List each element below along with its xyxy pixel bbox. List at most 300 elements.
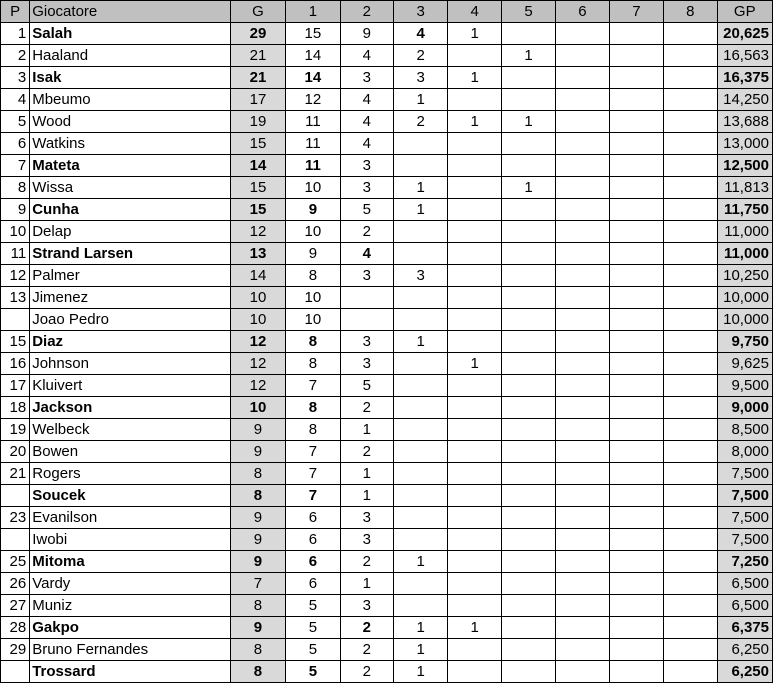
round-7-cell <box>609 617 663 639</box>
position-cell: 21 <box>1 463 30 485</box>
table-row <box>1 617 773 639</box>
round-3-cell <box>394 595 448 617</box>
round-2-cell: 4 <box>340 111 393 133</box>
round-5-cell <box>501 639 555 661</box>
round-8-cell <box>664 89 717 111</box>
table-row <box>1 639 773 661</box>
position-cell <box>1 309 30 331</box>
round-8-cell <box>664 617 717 639</box>
position-cell: 27 <box>1 595 30 617</box>
position-cell: 6 <box>1 133 30 155</box>
round-2-cell: 3 <box>340 265 393 287</box>
round-8-cell <box>664 507 717 529</box>
round-4-cell <box>448 133 501 155</box>
goals-cell: 8 <box>230 639 285 661</box>
player-name-cell: Wood <box>30 111 231 133</box>
round-5-cell <box>501 309 555 331</box>
round-1-cell: 7 <box>286 375 340 397</box>
gp-cell: 6,500 <box>717 595 773 617</box>
table-row <box>1 573 773 595</box>
position-cell: 4 <box>1 89 30 111</box>
gp-cell: 7,250 <box>717 551 773 573</box>
round-6-cell <box>556 309 609 331</box>
round-1-cell: 9 <box>286 199 340 221</box>
round-5-cell <box>501 441 555 463</box>
player-name-cell: Trossard <box>30 661 231 683</box>
position-cell: 25 <box>1 551 30 573</box>
round-4-cell <box>448 507 501 529</box>
player-name-cell: Soucek <box>30 485 231 507</box>
round-6-cell <box>556 397 609 419</box>
round-1-cell: 8 <box>286 353 340 375</box>
goals-cell: 7 <box>230 573 285 595</box>
gp-cell: 10,000 <box>717 287 773 309</box>
position-cell: 2 <box>1 45 30 67</box>
round-2-cell: 4 <box>340 133 393 155</box>
round-2-cell: 4 <box>340 243 393 265</box>
round-3-cell: 3 <box>394 67 448 89</box>
position-cell: 1 <box>1 23 30 45</box>
round-4-cell <box>448 155 501 177</box>
goals-cell: 9 <box>230 551 285 573</box>
round-2-cell: 1 <box>340 419 393 441</box>
round-6-cell <box>556 155 609 177</box>
round-3-cell: 1 <box>394 177 448 199</box>
round-6-cell <box>556 485 609 507</box>
goals-cell: 9 <box>230 617 285 639</box>
round-4-cell <box>448 309 501 331</box>
header-col-4: 4 <box>448 1 501 23</box>
round-6-cell <box>556 639 609 661</box>
round-2-cell: 4 <box>340 45 393 67</box>
gp-cell: 13,000 <box>717 133 773 155</box>
round-1-cell: 8 <box>286 419 340 441</box>
round-6-cell <box>556 45 609 67</box>
round-2-cell: 1 <box>340 463 393 485</box>
gp-cell: 20,625 <box>717 23 773 45</box>
round-4-cell <box>448 595 501 617</box>
round-3-cell: 1 <box>394 199 448 221</box>
round-2-cell: 3 <box>340 507 393 529</box>
round-1-cell: 6 <box>286 507 340 529</box>
round-5-cell: 1 <box>501 177 555 199</box>
round-7-cell <box>609 507 663 529</box>
round-8-cell <box>664 529 717 551</box>
round-1-cell: 7 <box>286 441 340 463</box>
round-8-cell <box>664 375 717 397</box>
round-5-cell <box>501 133 555 155</box>
round-3-cell <box>394 419 448 441</box>
gp-cell: 9,750 <box>717 331 773 353</box>
round-6-cell <box>556 441 609 463</box>
round-1-cell: 8 <box>286 397 340 419</box>
round-8-cell <box>664 639 717 661</box>
table-row <box>1 177 773 199</box>
goals-cell: 8 <box>230 463 285 485</box>
goals-cell: 29 <box>230 23 285 45</box>
position-cell: 16 <box>1 353 30 375</box>
round-5-cell <box>501 287 555 309</box>
position-cell: 5 <box>1 111 30 133</box>
round-8-cell <box>664 397 717 419</box>
round-4-cell <box>448 221 501 243</box>
round-2-cell: 3 <box>340 353 393 375</box>
player-name-cell: Delap <box>30 221 231 243</box>
player-name-cell: Diaz <box>30 331 231 353</box>
round-2-cell: 9 <box>340 23 393 45</box>
round-7-cell <box>609 661 663 683</box>
round-8-cell <box>664 155 717 177</box>
round-2-cell <box>340 287 393 309</box>
gp-cell: 7,500 <box>717 485 773 507</box>
round-3-cell: 2 <box>394 111 448 133</box>
round-7-cell <box>609 243 663 265</box>
round-7-cell <box>609 287 663 309</box>
goals-cell: 8 <box>230 595 285 617</box>
gp-cell: 9,500 <box>717 375 773 397</box>
gp-cell: 16,563 <box>717 45 773 67</box>
round-6-cell <box>556 551 609 573</box>
header-player: Giocatore <box>30 1 231 23</box>
header-pos: P <box>1 1 30 23</box>
round-3-cell: 1 <box>394 89 448 111</box>
round-8-cell <box>664 111 717 133</box>
round-4-cell: 1 <box>448 111 501 133</box>
round-1-cell: 7 <box>286 485 340 507</box>
round-6-cell <box>556 661 609 683</box>
table-row <box>1 419 773 441</box>
header-col-3: 3 <box>394 1 448 23</box>
round-8-cell <box>664 133 717 155</box>
round-8-cell <box>664 331 717 353</box>
gp-cell: 11,000 <box>717 243 773 265</box>
position-cell <box>1 529 30 551</box>
round-3-cell: 1 <box>394 661 448 683</box>
player-name-cell: Evanilson <box>30 507 231 529</box>
goals-cell: 12 <box>230 353 285 375</box>
player-name-cell: Mateta <box>30 155 231 177</box>
round-8-cell <box>664 45 717 67</box>
table-row <box>1 155 773 177</box>
round-5-cell <box>501 661 555 683</box>
header-col-8: 8 <box>664 1 717 23</box>
table-row <box>1 551 773 573</box>
round-2-cell: 2 <box>340 551 393 573</box>
goals-cell: 10 <box>230 287 285 309</box>
position-cell <box>1 661 30 683</box>
round-7-cell <box>609 397 663 419</box>
round-6-cell <box>556 177 609 199</box>
round-6-cell <box>556 595 609 617</box>
position-cell: 3 <box>1 67 30 89</box>
round-7-cell <box>609 177 663 199</box>
round-6-cell <box>556 375 609 397</box>
round-1-cell: 11 <box>286 111 340 133</box>
round-1-cell: 10 <box>286 177 340 199</box>
round-6-cell <box>556 419 609 441</box>
player-name-cell: Salah <box>30 23 231 45</box>
round-4-cell <box>448 45 501 67</box>
round-4-cell <box>448 441 501 463</box>
player-name-cell: Rogers <box>30 463 231 485</box>
round-8-cell <box>664 309 717 331</box>
position-cell: 18 <box>1 397 30 419</box>
goals-cell: 17 <box>230 89 285 111</box>
round-7-cell <box>609 199 663 221</box>
position-cell: 7 <box>1 155 30 177</box>
goals-cell: 12 <box>230 375 285 397</box>
round-8-cell <box>664 551 717 573</box>
round-8-cell <box>664 441 717 463</box>
round-5-cell <box>501 199 555 221</box>
round-4-cell: 1 <box>448 23 501 45</box>
round-3-cell <box>394 243 448 265</box>
player-name-cell: Welbeck <box>30 419 231 441</box>
round-6-cell <box>556 23 609 45</box>
player-name-cell: Mbeumo <box>30 89 231 111</box>
round-7-cell <box>609 419 663 441</box>
header-col-5: 5 <box>501 1 555 23</box>
position-cell: 19 <box>1 419 30 441</box>
table-row <box>1 309 773 331</box>
round-4-cell <box>448 463 501 485</box>
table-row <box>1 463 773 485</box>
position-cell: 29 <box>1 639 30 661</box>
round-8-cell <box>664 199 717 221</box>
round-7-cell <box>609 221 663 243</box>
player-name-cell: Wissa <box>30 177 231 199</box>
round-1-cell: 5 <box>286 595 340 617</box>
player-name-cell: Bruno Fernandes <box>30 639 231 661</box>
round-7-cell <box>609 111 663 133</box>
round-6-cell <box>556 221 609 243</box>
round-3-cell <box>394 397 448 419</box>
player-name-cell: Jimenez <box>30 287 231 309</box>
round-3-cell: 2 <box>394 45 448 67</box>
round-8-cell <box>664 485 717 507</box>
round-6-cell <box>556 529 609 551</box>
round-2-cell: 2 <box>340 639 393 661</box>
round-3-cell <box>394 309 448 331</box>
round-3-cell <box>394 529 448 551</box>
round-1-cell: 5 <box>286 639 340 661</box>
player-name-cell: Mitoma <box>30 551 231 573</box>
round-2-cell: 3 <box>340 67 393 89</box>
round-8-cell <box>664 419 717 441</box>
round-2-cell: 2 <box>340 661 393 683</box>
goals-cell: 13 <box>230 243 285 265</box>
round-6-cell <box>556 133 609 155</box>
table-row <box>1 133 773 155</box>
round-1-cell: 5 <box>286 661 340 683</box>
round-8-cell <box>664 353 717 375</box>
round-8-cell <box>664 67 717 89</box>
round-5-cell <box>501 507 555 529</box>
goals-cell: 15 <box>230 133 285 155</box>
position-cell <box>1 485 30 507</box>
position-cell: 11 <box>1 243 30 265</box>
table-row <box>1 661 773 683</box>
round-6-cell <box>556 287 609 309</box>
round-7-cell <box>609 67 663 89</box>
round-2-cell: 2 <box>340 617 393 639</box>
round-4-cell <box>448 287 501 309</box>
round-1-cell: 6 <box>286 573 340 595</box>
round-4-cell <box>448 331 501 353</box>
round-2-cell <box>340 309 393 331</box>
goals-cell: 21 <box>230 67 285 89</box>
goals-cell: 9 <box>230 507 285 529</box>
round-1-cell: 10 <box>286 221 340 243</box>
round-3-cell <box>394 353 448 375</box>
table-row <box>1 375 773 397</box>
round-5-cell <box>501 595 555 617</box>
goals-cell: 12 <box>230 221 285 243</box>
goals-cell: 15 <box>230 199 285 221</box>
round-2-cell: 1 <box>340 485 393 507</box>
round-1-cell: 6 <box>286 551 340 573</box>
player-name-cell: Isak <box>30 67 231 89</box>
player-name-cell: Gakpo <box>30 617 231 639</box>
round-2-cell: 5 <box>340 375 393 397</box>
round-7-cell <box>609 529 663 551</box>
round-7-cell <box>609 353 663 375</box>
round-8-cell <box>664 595 717 617</box>
round-4-cell <box>448 661 501 683</box>
round-8-cell <box>664 177 717 199</box>
player-name-cell: Haaland <box>30 45 231 67</box>
round-5-cell <box>501 419 555 441</box>
table-row <box>1 595 773 617</box>
player-name-cell: Bowen <box>30 441 231 463</box>
player-name-cell: Johnson <box>30 353 231 375</box>
round-8-cell <box>664 287 717 309</box>
gp-cell: 6,250 <box>717 661 773 683</box>
header-gp: GP <box>717 1 773 23</box>
gp-cell: 6,375 <box>717 617 773 639</box>
table-row <box>1 441 773 463</box>
round-4-cell <box>448 89 501 111</box>
round-6-cell <box>556 507 609 529</box>
round-6-cell <box>556 463 609 485</box>
round-3-cell: 4 <box>394 23 448 45</box>
header-col-7: 7 <box>609 1 663 23</box>
round-4-cell <box>448 177 501 199</box>
round-5-cell <box>501 353 555 375</box>
round-7-cell <box>609 309 663 331</box>
gp-cell: 14,250 <box>717 89 773 111</box>
round-3-cell <box>394 441 448 463</box>
gp-cell: 12,500 <box>717 155 773 177</box>
round-2-cell: 1 <box>340 573 393 595</box>
table-row <box>1 23 773 45</box>
round-8-cell <box>664 463 717 485</box>
player-name-cell: Muniz <box>30 595 231 617</box>
goals-cell: 9 <box>230 419 285 441</box>
round-2-cell: 5 <box>340 199 393 221</box>
round-1-cell: 7 <box>286 463 340 485</box>
round-5-cell <box>501 331 555 353</box>
header-col-2: 2 <box>340 1 393 23</box>
round-3-cell: 1 <box>394 617 448 639</box>
goals-cell: 10 <box>230 309 285 331</box>
round-5-cell <box>501 375 555 397</box>
round-7-cell <box>609 463 663 485</box>
round-8-cell <box>664 243 717 265</box>
round-8-cell <box>664 265 717 287</box>
round-7-cell <box>609 331 663 353</box>
table-row <box>1 199 773 221</box>
round-1-cell: 5 <box>286 617 340 639</box>
round-5-cell <box>501 265 555 287</box>
round-5-cell <box>501 221 555 243</box>
round-2-cell: 4 <box>340 89 393 111</box>
round-4-cell <box>448 573 501 595</box>
header-col-1: 1 <box>286 1 340 23</box>
round-4-cell <box>448 639 501 661</box>
round-1-cell: 8 <box>286 265 340 287</box>
round-7-cell <box>609 573 663 595</box>
round-6-cell <box>556 111 609 133</box>
round-7-cell <box>609 265 663 287</box>
round-6-cell <box>556 573 609 595</box>
round-7-cell <box>609 551 663 573</box>
round-1-cell: 14 <box>286 67 340 89</box>
gp-cell: 7,500 <box>717 529 773 551</box>
position-cell: 23 <box>1 507 30 529</box>
table-row <box>1 45 773 67</box>
round-1-cell: 12 <box>286 89 340 111</box>
round-3-cell: 3 <box>394 265 448 287</box>
round-1-cell: 9 <box>286 243 340 265</box>
round-7-cell <box>609 45 663 67</box>
round-8-cell <box>664 221 717 243</box>
round-1-cell: 15 <box>286 23 340 45</box>
table-row <box>1 89 773 111</box>
goals-cell: 9 <box>230 441 285 463</box>
table-row <box>1 397 773 419</box>
round-2-cell: 3 <box>340 595 393 617</box>
round-2-cell: 3 <box>340 177 393 199</box>
player-name-cell: Joao Pedro <box>30 309 231 331</box>
round-7-cell <box>609 485 663 507</box>
goals-cell: 14 <box>230 155 285 177</box>
round-5-cell <box>501 397 555 419</box>
position-cell: 15 <box>1 331 30 353</box>
position-cell: 10 <box>1 221 30 243</box>
position-cell: 8 <box>1 177 30 199</box>
round-3-cell <box>394 287 448 309</box>
round-7-cell <box>609 133 663 155</box>
round-4-cell <box>448 397 501 419</box>
round-4-cell <box>448 265 501 287</box>
goals-cell: 9 <box>230 529 285 551</box>
table-row <box>1 507 773 529</box>
table-row <box>1 221 773 243</box>
round-5-cell <box>501 23 555 45</box>
round-6-cell <box>556 617 609 639</box>
round-4-cell <box>448 529 501 551</box>
gp-cell: 6,500 <box>717 573 773 595</box>
table-row <box>1 265 773 287</box>
player-name-cell: Iwobi <box>30 529 231 551</box>
round-3-cell <box>394 133 448 155</box>
round-7-cell <box>609 639 663 661</box>
round-4-cell <box>448 551 501 573</box>
table-row <box>1 485 773 507</box>
table-row <box>1 243 773 265</box>
round-4-cell <box>448 199 501 221</box>
